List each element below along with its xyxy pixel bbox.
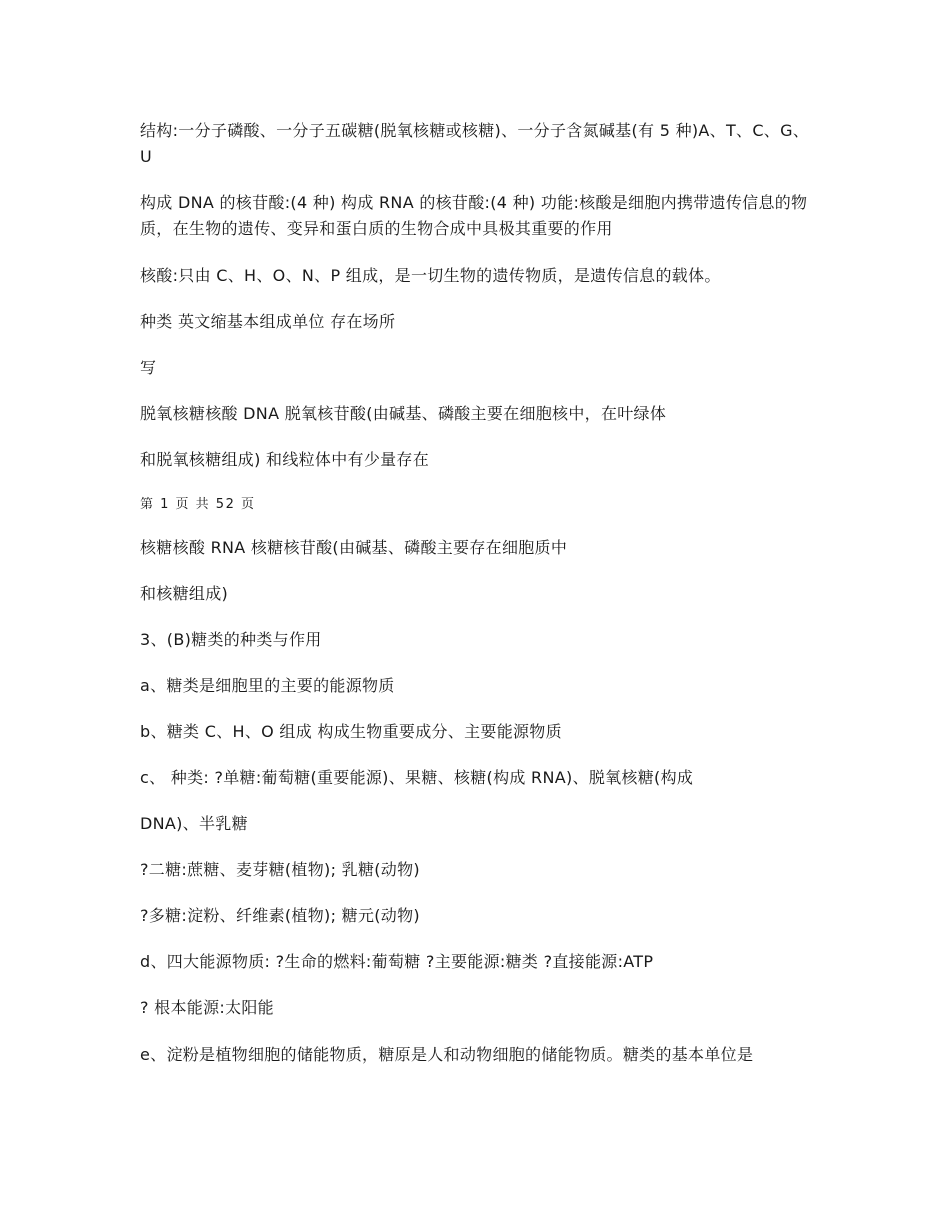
paragraph-nucleotide-function: 构成 DNA 的核苷酸:(4 种) 构成 RNA 的核苷酸:(4 种) 功能:核酸是细胞内携带遗传信息的物质，在生物的遗传、变异和蛋白质的生物合成中具极其重要的作用 xyxy=(140,193,808,238)
table-header-line: 种类 英文缩基本组成单位 存在场所 xyxy=(140,312,396,331)
list-item-c-continuation: DNA)、半乳糖 xyxy=(140,814,248,833)
list-item-d: d、四大能源物质: ?生命的燃料:葡萄糖 ?主要能源:糖类 ?直接能源:ATP xyxy=(140,952,654,971)
table-row-dna-continuation: 和脱氧核糖组成) 和线粒体中有少量存在 xyxy=(140,450,430,469)
table-row-dna: 脱氧核糖核酸 DNA 脱氧核苷酸(由碱基、磷酸主要在细胞核中，在叶绿体 xyxy=(140,404,667,423)
paragraph-nucleic-acid: 核酸:只由 C、H、O、N、P 组成，是一切生物的遗传物质，是遗传信息的载体。 xyxy=(140,266,721,285)
paragraph-structure: 结构:一分子磷酸、一分子五碳糖(脱氧核糖或核糖)、一分子含氮碱基(有 5 种)A、T、C、G、U xyxy=(140,121,810,166)
list-item-c: c、 种类: ?单糖:葡萄糖(重要能源)、果糖、核糖(构成 RNA)、脱氧核糖(构成 xyxy=(140,768,694,787)
table-row-rna-continuation: 和核糖组成) xyxy=(140,584,229,603)
list-item-b: b、糖类 C、H、O 组成 构成生物重要成分、主要能源物质 xyxy=(140,722,562,741)
section-heading-sugars: 3、(B)糖类的种类与作用 xyxy=(140,630,322,649)
table-row-rna: 核糖核酸 RNA 核糖核苷酸(由碱基、磷酸主要存在细胞质中 xyxy=(140,538,568,557)
list-item-a: a、糖类是细胞里的主要的能源物质 xyxy=(140,676,395,695)
list-item-polysaccharides: ?多糖:淀粉、纤维素(植物); 糖元(动物) xyxy=(140,906,420,925)
page-number: 第 1 页 共 52 页 xyxy=(140,497,256,512)
table-header-continuation: 写 xyxy=(140,358,157,377)
list-item-disaccharides: ?二糖:蔗糖、麦芽糖(植物); 乳糖(动物) xyxy=(140,860,420,879)
list-item-d-continuation: ? 根本能源:太阳能 xyxy=(140,998,274,1017)
list-item-e: e、淀粉是植物细胞的储能物质，糖原是人和动物细胞的储能物质。糖类的基本单位是 xyxy=(140,1045,754,1064)
